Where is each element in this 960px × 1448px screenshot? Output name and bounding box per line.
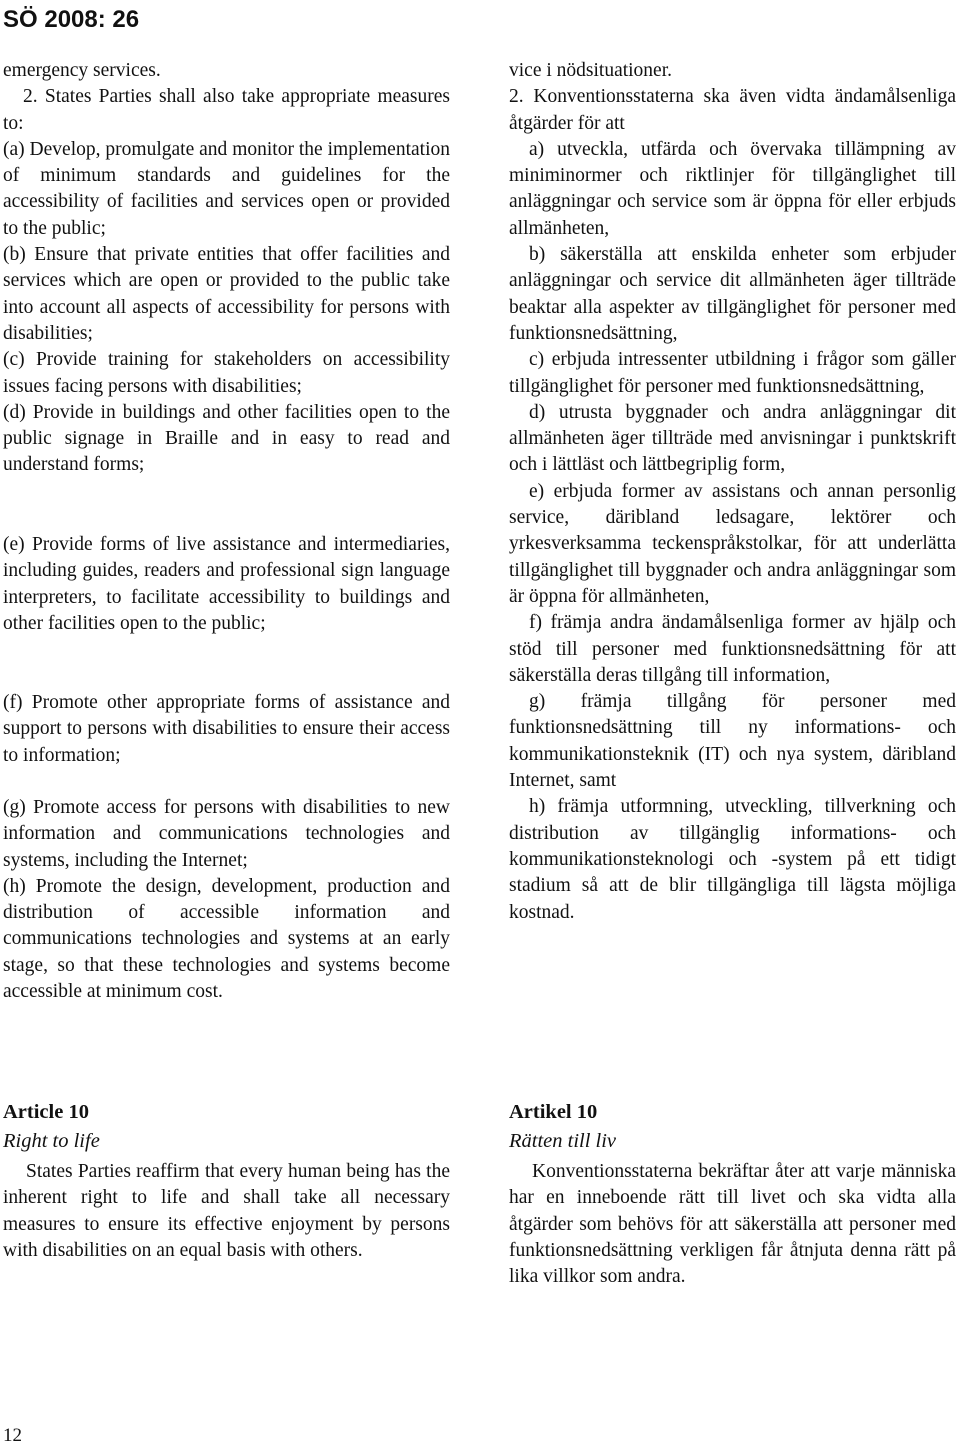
article-title: Artikel 10 <box>509 1101 598 1123</box>
article-title: Article 10 <box>3 1101 89 1123</box>
item-h: h) främja utformning, utveckling, tillverkning och distribution av tillgänglig informations- och kommunikationsteknologi och -system på ett tidigt stadium så att de blir tillgängliga till lägsta möjliga kostnad. <box>509 796 956 923</box>
item-d: (d) Provide in buildings and other facilities open to the public signage in Braille and in easy to read and understand forms; <box>3 401 450 476</box>
article-subtitle: Right to life <box>3 1130 100 1152</box>
english-block-gh <box>3 795 450 1005</box>
item-c: c) erbjuda intressenter utbildning i frågor som gäller tillgänglighet för personer med funktionsnedsättning, <box>509 349 956 397</box>
item-e: e) erbjuda former av assistans och annan personlig service, däribland ledsagare, lektörer och yrkesverksamma teckenspråkstolkar, för att underlätta tillgänglighet till byggnader och andra anläggningar som är öppna för allmänheten, <box>509 480 956 607</box>
item-c: (c) Provide training for stakeholders on accessibility issues facing persons with disabilities; <box>3 349 450 397</box>
item-b: (b) Ensure that private entities that offer facilities and services which are open or provided to the public take into account all aspects of accessibility for persons with disabilities; <box>3 244 450 344</box>
item-a: (a) Develop, promulgate and monitor the implementation of minimum standards and guidelines for the accessibility of facilities and services open or provided to the public; <box>3 138 450 239</box>
item-g: (g) Promote access for persons with disabilities to new information and communications technologies and systems, including the Internet; <box>3 797 450 871</box>
document-header: SÖ 2008: 26 <box>3 6 140 33</box>
article-subtitle: Rätten till liv <box>509 1130 617 1152</box>
paragraph-2: 2. States Parties shall also take appropriate measures to: <box>3 86 450 134</box>
item-f: (f) Promote other appropriate forms of assistance and support to persons with disabilities to ensure their access to information; <box>3 692 450 766</box>
paragraph-2: 2. Konventionsstaterna ska även vidta ändamålsenliga åtgärder för att <box>509 86 956 134</box>
item-g: g) främja tillgång för personer med funktionsnedsättning till ny informations- och kommunikationsteknik (IT) och nya system, däribland Internet, samt <box>509 691 956 792</box>
item-h: (h) Promote the design, development, production and distribution of accessible information and communications technologies and systems at an early stage, so that these technologies and systems become accessible at minimum cost. <box>3 875 450 1003</box>
article-body: States Parties reaffirm that every human being has the inherent right to life and shall take all necessary measures to ensure its effective enjoyment by persons with disabilities on an equal basis with others. <box>3 1161 450 1261</box>
item-b: b) säkerställa att enskilda enheter som erbjuder anläggningar och service dit allmänheten äger tillträde beaktar alla aspekter av tillgänglighet för personer med funktionsnedsättning, <box>509 244 956 344</box>
page-number: 12 <box>3 1425 22 1446</box>
item-e: (e) Provide forms of live assistance and intermediaries, including guides, readers and professional sign language interpreters, to facilitate accessibility to buildings and other facilities open to the public; <box>3 534 450 634</box>
paragraph-continuation: emergency services. <box>3 60 161 81</box>
item-f: f) främja andra ändamålsenliga former av hjälp och stöd till personer med funktionsnedsättning för att säkerställa deras tillgång till information, <box>509 612 956 686</box>
article-body: Konventionsstaterna bekräftar åter att varje människa har en inneboende rätt till livet och ska vidta alla åtgärder som behövs för att säkerställa att personer med funktionsnedsättning verkligen får åtnjuta denna rätt på lika villkor som andra. <box>509 1161 956 1288</box>
item-d: d) utrusta byggnader och andra anläggningar dit allmänheten äger tillträde med anvisningar i punktskrift och i lättläst och lättbegriplig form, <box>509 401 956 476</box>
item-a: a) utveckla, utfärda och övervaka tillämpning av miniminormer och riktlinjer för tillgänglighet till anläggningar och service som är öppna för eller erbjuds allmänheten, <box>509 138 956 239</box>
article-10-swedish <box>509 1098 956 1290</box>
paragraph-continuation: vice i nödsituationer. <box>509 60 673 81</box>
article-10-english <box>3 1098 450 1264</box>
swedish-block-1 <box>509 58 956 926</box>
english-block-1 <box>3 58 450 479</box>
